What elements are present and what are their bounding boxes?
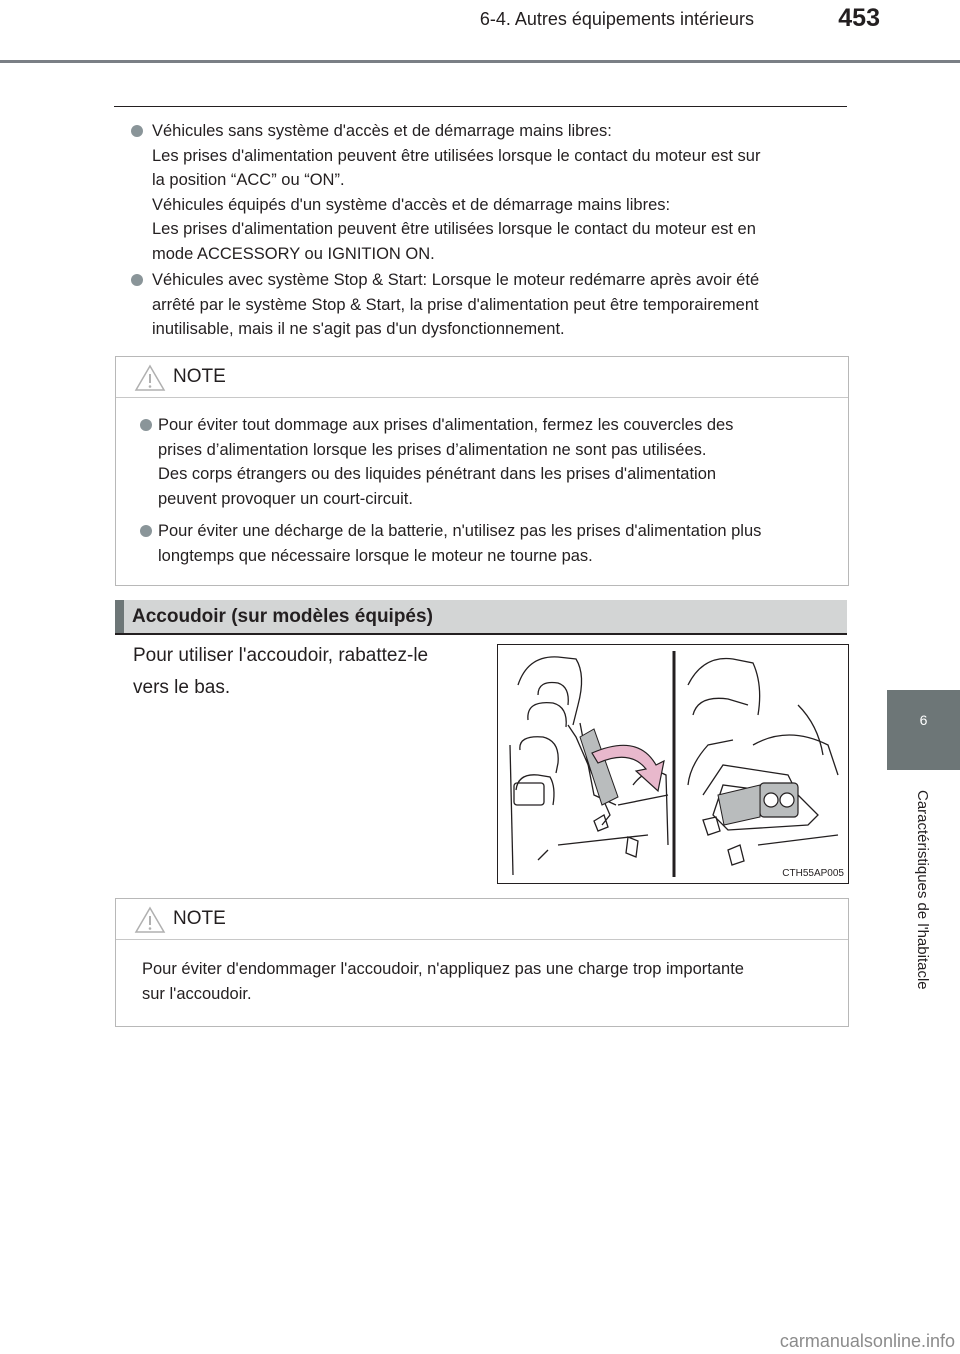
warning-triangle-icon <box>134 364 166 392</box>
text-line: Pour éviter une décharge de la batterie, n'utilisez pas les prises d'alimentation plus <box>158 522 762 540</box>
watermark: carmanualsonline.info <box>779 1331 955 1351</box>
running-header-title: 6-4. Autres équipements intérieurs <box>479 9 754 29</box>
text-line: Véhicules équipés d'un système d'accès et de démarrage mains libres: <box>152 195 671 214</box>
note-box-armrest <box>115 898 849 1027</box>
text-line: peuvent provoquer un court-circuit. <box>158 489 413 508</box>
text-line: Pour éviter tout dommage aux prises d'alimentation, fermez les couvercles des <box>158 416 734 434</box>
section-accent <box>115 600 124 633</box>
figure-caption: CTH55AP005 <box>782 868 844 879</box>
chapter-number: 6 <box>919 712 928 728</box>
note-label: NOTE <box>173 908 226 929</box>
note-text <box>142 957 838 1006</box>
text-line: mode ACCESSORY ou IGNITION ON. <box>152 244 435 263</box>
header-rule <box>0 60 960 63</box>
text-line: vers le bas. <box>133 677 231 698</box>
text-line: inutilisable, mais il ne s'agit pas d'un dysfonctionnement. <box>152 320 565 338</box>
rear-seat-armrest-drawing <box>498 645 848 883</box>
note-box-power-outlets <box>115 356 849 586</box>
section-title: Accoudoir (sur modèles équipés) <box>132 606 433 627</box>
section-heading-armrest <box>115 600 847 635</box>
text-line: la position “ACC” ou “ON”. <box>152 171 345 189</box>
chapter-title-vertical <box>910 790 934 1020</box>
bullet-dot <box>140 525 152 537</box>
armrest-instruction <box>133 640 478 704</box>
bullet-dot <box>140 419 152 431</box>
text-line: Véhicules sans système d'accès et de démarrage mains libres: <box>152 122 612 140</box>
note-header <box>116 357 848 398</box>
text-line: Véhicules avec système Stop & Start: Lorsque le moteur redémarre après avoir été <box>152 271 760 289</box>
text-line: Des corps étrangers ou des liquides pénétrant dans les prises d'alimentation <box>158 465 717 483</box>
text-line: arrêté par le système Stop & Start, la prise d'alimentation peut être temporairement <box>152 295 759 314</box>
chapter-tab <box>887 690 960 770</box>
page-number: 453 <box>838 4 880 32</box>
content-top-rule <box>114 106 847 107</box>
text-line: Pour éviter d'endommager l'accoudoir, n'appliquez pas une charge trop importante <box>142 960 744 978</box>
warning-triangle-icon <box>134 906 166 934</box>
bullet-keyless-info <box>134 119 847 266</box>
bullet-stop-start-info <box>134 268 847 342</box>
text-line: Les prises d'alimentation peuvent être utilisées lorsque le contact du moteur est sur <box>152 146 761 165</box>
text-line: Pour utiliser l'accoudoir, rabattez-le <box>133 645 429 666</box>
text-line: prises d’alimentation lorsque les prises d’alimentation ne sont pas utilisées. <box>158 440 707 459</box>
note-item <box>138 413 838 511</box>
note-header <box>116 899 848 940</box>
armrest-illustration <box>497 644 849 884</box>
chapter-title: Caractéristiques de l'habitacle <box>914 790 931 990</box>
text-line: sur l'accoudoir. <box>142 984 252 1003</box>
bullet-dot <box>131 125 143 137</box>
note-label: NOTE <box>173 366 226 387</box>
text-line: longtemps que nécessaire lorsque le moteur ne tourne pas. <box>158 546 593 565</box>
note-item <box>138 519 838 568</box>
bullet-dot <box>131 274 143 286</box>
text-line: Les prises d'alimentation peuvent être utilisées lorsque le contact du moteur est en <box>152 220 756 238</box>
